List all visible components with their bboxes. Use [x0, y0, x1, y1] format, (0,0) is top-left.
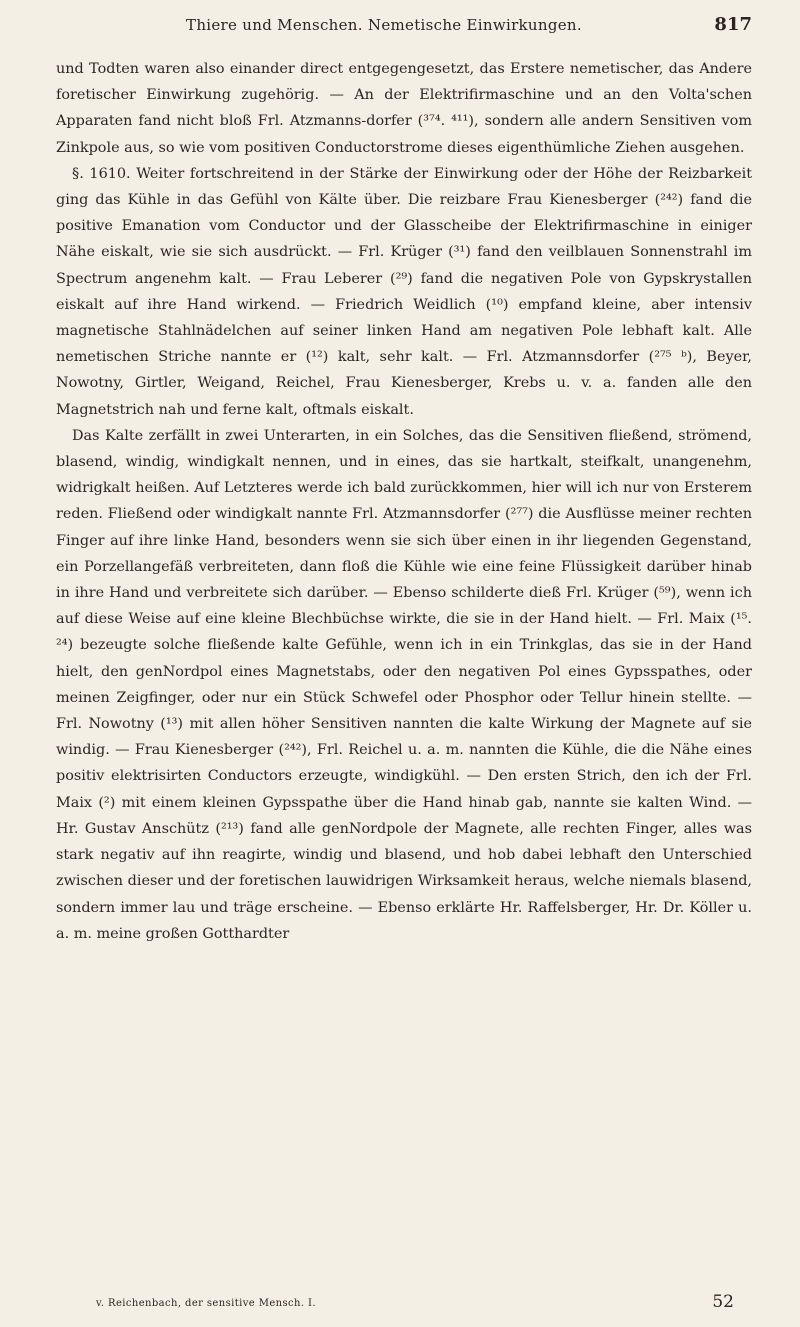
body-text — [56, 56, 752, 947]
printer-signature: v. Reichenbach, der sensitive Mensch. I. — [96, 1298, 316, 1309]
paragraph: Das Kalte zerfällt in zwei Unterarten, in ein Solches, das die Sensitiven fließend, strömend, blasend, windig, windigkalt nennen, und in eines, das sie hartkalt, steifkalt, unangenehm, widrigkalt heißen. Auf Letzteres werde ich bald zurückkommen, hier will ich nur von Ersterem reden. Fließend oder windigkalt nannte Frl. Atzmannsdorfer (²⁷⁷) die Ausflüsse meiner rechten Finger auf ihre linke Hand, besonders wenn sie sich über einen in ihr liegenden Gegenstand, ein Porzellangefäß verbreiteten, dann floß die Kühle wie eine feine Flüssigkeit darüber hinab in ihre Hand und verbreitete sich darüber. — Ebenso schilderte dieß Frl. Krüger (⁵⁹), wenn ich auf diese Weise auf eine kleine Blechbüchse wirkte, die sie in der Hand hielt. — Frl. Maix (¹⁵. ²⁴) bezeugte solche fließende kalte Gefühle, wenn ich in ein Trinkglas, das sie in der Hand hielt, den genNordpol eines Magnetstabs, oder den negativen Pol eines Gypsspathes, oder meinen Zeigfinger, oder nur ein Stück Schwefel oder Phosphor oder Tellur hinein stellte. — Frl. Nowotny (¹³) mit allen höher Sensitiven nannten die kalte Wirkung der Magnete auf sie windig. — Frau Kienesberger (²⁴²), Frl. Reichel u. a. m. nannten die Kühle, die die Nähe eines positiv elektrisirten Conductors erzeugte, windigkühl. — Den ersten Strich, den ich der Frl. Maix (²) mit einem kleinen Gypsspathe über die Hand hinab gab, nannte sie kalten Wind. — Hr. Gustav Anschütz (²¹³) fand alle genNordpole der Magnete, alle rechten Finger, alles was stark negativ auf ihn reagirte, windig und blasend, und hob dabei lebhaft den Unterschied zwischen dieser und der foretischen lauwidrigen Wirksamkeit heraus, welche niemals blasend, sondern immer lau und träge erscheine. — Ebenso erklärte Hr. Raffelsberger, Hr. Dr. Köller u. a. m. meine großen Gotthardter — [56, 427, 752, 942]
signature-mark: 52 — [712, 1292, 734, 1312]
paragraph: §. 1610. Weiter fortschreitend in der Stärke der Einwirkung oder der Höhe der Reizbarkeit ging das Kühle in das Gefühl von Kälte über. Die reizbare Frau Kienesberger (²⁴²) fand die positive Emanation vom Conductor und der Glasscheibe der Elektrifirmaschine in einiger Nähe eiskalt, wie sie sich ausdrückt. — Frl. Krüger (³¹) fand den veilblauen Sonnenstrahl im Spectrum angenehm kalt. — Frau Leberer (²⁹) fand die negativen Pole von Gypskrystallen eiskalt auf ihre Hand wirkend. — Friedrich Weidlich (¹⁰) empfand kleine, aber intensiv magnetische Stahlnädelchen auf seiner linken Hand am negativen Pole lebhaft kalt. Alle nemetischen Striche nannte er (¹²) kalt, sehr kalt. — Frl. Atzmannsdorfer (²⁷⁵ ᵇ), Beyer, Nowotny, Girtler, Weigand, Reichel, Frau Kienesberger, Krebs u. v. a. fanden alle den Magnetstrich nah und ferne kalt, oftmals eiskalt. — [56, 165, 752, 418]
page-header — [56, 0, 752, 56]
page-footer — [56, 1292, 752, 1316]
running-title: Thiere und Menschen. Nemetische Einwirkungen. — [186, 16, 582, 34]
paragraph: und Todten waren also einander direct entgegengesetzt, das Erstere nemetischer, das Andere foretischer Einwirkung zugehörig. — An der Elektrifirmaschine und an den Volta'schen Apparaten fand nicht bloß Frl. Atzmanns-dorfer (³⁷⁴. ⁴¹¹), sondern alle andern Sensitiven vom Zinkpole aus, so wie vom positiven Conductorstrome dieses eigenthümliche Ziehen ausgehen. — [56, 61, 752, 156]
page-number: 817 — [714, 14, 752, 35]
